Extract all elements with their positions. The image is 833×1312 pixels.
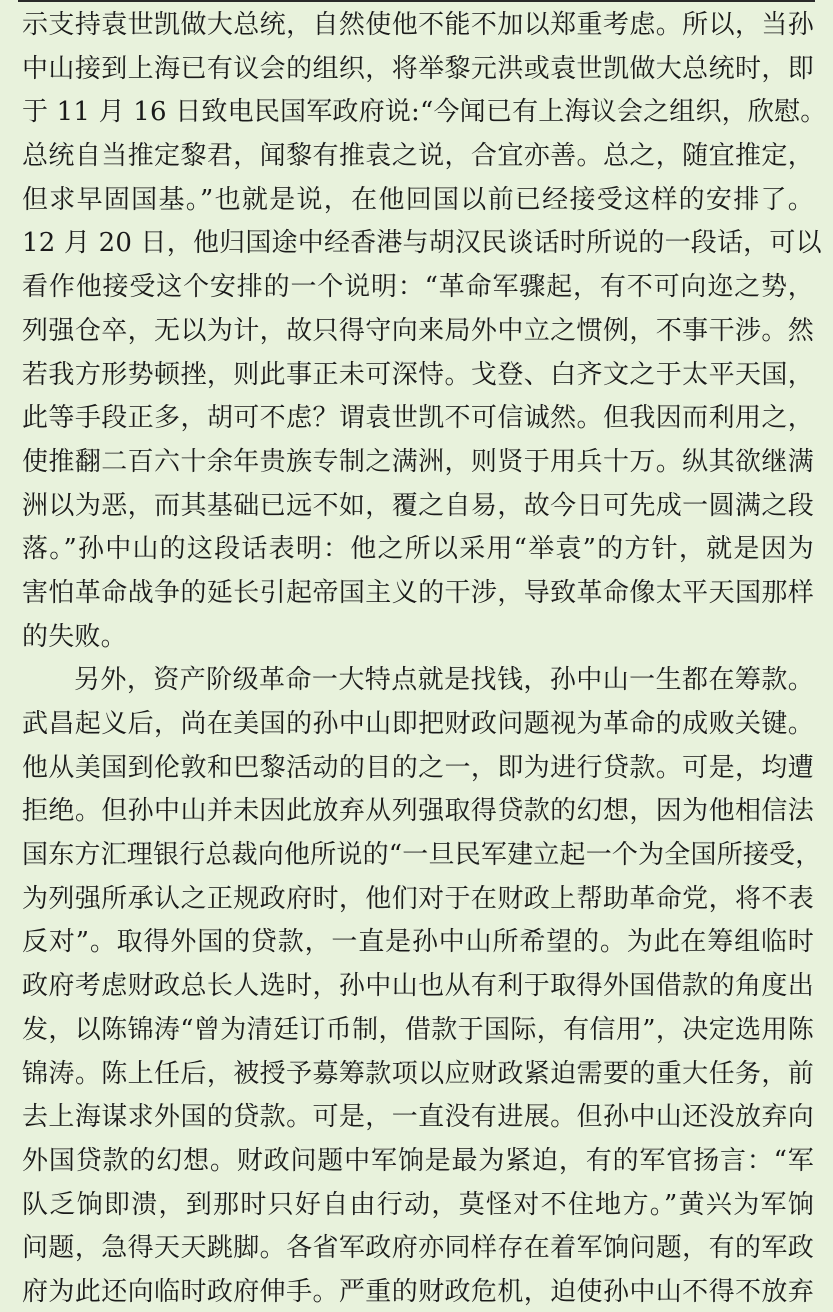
- text-line: 总统自当推定黎君，闻黎有推袁之说，合宜亦善。总之，随宜推定，: [22, 141, 814, 172]
- text-line: 队乏饷即溃，到那时只好自由行动，莫怪对不住地方。”黄兴为军饷: [22, 1189, 814, 1220]
- text-line: 此等手段正多，胡可不虑？谓袁世凯不可信诚然。但我因而利用之，: [22, 403, 814, 434]
- text-line: 洲以为恶，而其基础已远不如，覆之自易，故今日可先成一圆满之段: [22, 490, 814, 521]
- text-line: 拒绝。但孙中山并未因此放弃从列强取得贷款的幻想，因为他相信法: [22, 796, 814, 827]
- document-page: [22, 4, 827, 1312]
- text-line: 去上海谋求外国的贷款。可是，一直没有进展。但孙中山还没放弃向: [22, 1102, 814, 1133]
- text-line: 问题，急得天天跳脚。各省军政府亦同样存在着军饷问题，有的军政: [22, 1233, 814, 1264]
- text-line: 府为此还向临时政府伸手。严重的财政危机，迫使孙中山不得不放弃: [22, 1276, 814, 1307]
- text-line: 他从美国到伦敦和巴黎活动的目的之一，即为进行贷款。可是，均遭: [22, 752, 814, 783]
- text-line: 列强仓卒，无以为计，故只得守向来局外中立之惯例，不事干涉。然: [22, 315, 814, 346]
- text-line: 看作他接受这个安排的一个说明：“革命军骤起，有不可向迩之势，: [22, 272, 814, 303]
- text-line: 若我方形势顿挫，则此事正未可深恃。戈登、白齐文之于太平天国，: [22, 359, 814, 390]
- text-line: 但求早固国基。”也就是说，在他回国以前已经接受这样的安排了。: [22, 184, 814, 215]
- text-line: 落。”孙中山的这段话表明：他之所以采用“举袁”的方针，就是因为: [22, 534, 814, 565]
- text-line: 政府考虑财政总长人选时，孙中山也从有利于取得外国借款的角度出: [22, 971, 814, 1002]
- text-line: 12 月 20 日，他归国途中经香港与胡汉民谈话时所说的一段话，可以: [22, 228, 822, 259]
- top-rule: [18, 0, 815, 2]
- text-line: 外国贷款的幻想。财政问题中军饷是最为紧迫，有的军官扬言：“军: [22, 1145, 814, 1176]
- text-line: 锦涛。陈上任后，被授予募筹款项以应财政紧迫需要的重大任务，前: [22, 1058, 814, 1089]
- text-line: 示支持袁世凯做大总统，自然使他不能不加以郑重考虑。所以，当孙: [22, 10, 814, 40]
- text-line: 发，以陈锦涛“曾为清廷订币制，借款于国际，有信用”，决定选用陈: [22, 1014, 814, 1045]
- text-line: 武昌起义后，尚在美国的孙中山即把财政问题视为革命的成败关键。: [22, 709, 814, 739]
- text-line: 反对”。取得外国的贷款，一直是孙中山所希望的。为此在筹组临时: [22, 927, 814, 958]
- paragraph-first-line: 另外，资产阶级革命一大特点就是找钱，孙中山一生都在筹款。: [74, 665, 814, 696]
- text-line: 中山接到上海已有议会的组织，将举黎元洪或袁世凯做大总统时，即: [22, 53, 814, 84]
- text-line: 于 11 月 16 日致电民国军政府说:“今闻已有上海议会之组织，欣慰。: [22, 97, 827, 128]
- text-line: 使推翻二百六十余年贵族专制之满洲，则贤于用兵十万。纵其欲继满: [22, 446, 814, 477]
- text-line: 为列强所承认之正规政府时，他们对于在财政上帮助革命党，将不表: [22, 883, 814, 914]
- text-line: 的失败。: [22, 621, 127, 652]
- text-line: 害怕革命战争的延长引起帝国主义的干涉，导致革命像太平天国那样: [22, 577, 814, 608]
- text-line: 国东方汇理银行总裁向他所说的“一旦民军建立起一个为全国所接受，: [22, 840, 822, 871]
